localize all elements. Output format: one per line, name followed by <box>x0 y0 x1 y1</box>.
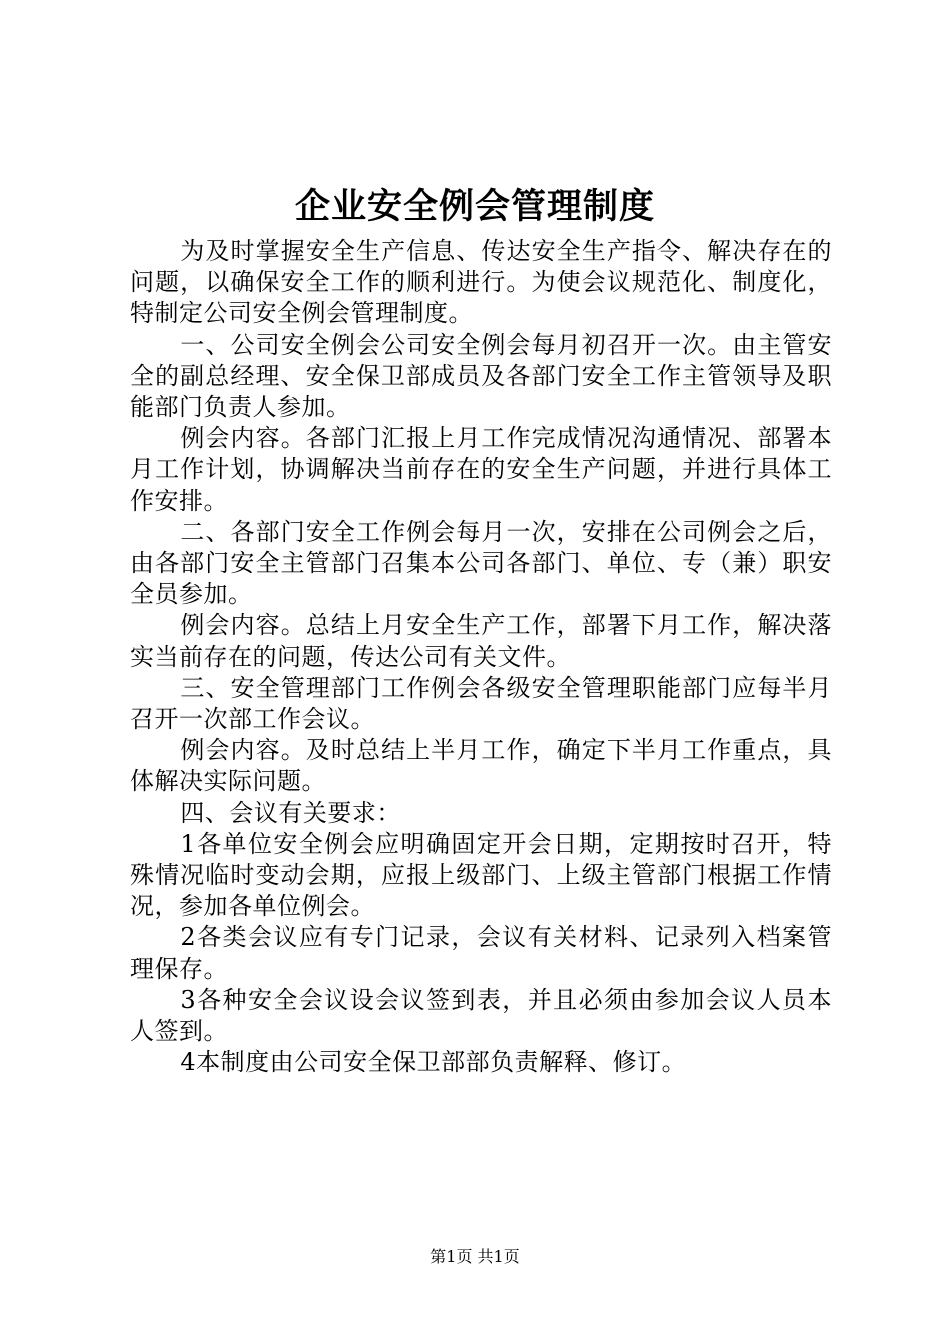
paragraph: 一、公司安全例会公司安全例会每月初召开一次。由主管安全的副总经理、安全保卫部成员及各部门安全工作主管领导及职能部门负责人参加。 <box>130 330 832 422</box>
paragraph: 四、会议有关要求： <box>180 798 401 827</box>
document-title: 企业安全例会管理制度 <box>294 186 655 227</box>
document-body <box>130 236 832 1078</box>
paragraph: 三、安全管理部门工作例会各级安全管理职能部门应每半月召开一次部工作会议。 <box>130 673 832 734</box>
page-footer: 第1页 共1页 <box>430 1247 520 1266</box>
paragraph: 4本制度由公司安全保卫部部负责解释、修订。 <box>180 1048 687 1077</box>
paragraph: 例会内容。总结上月安全生产工作，部署下月工作，解决落实当前存在的问题，传达公司有关文件。 <box>130 611 832 671</box>
paragraph: 例会内容。及时总结上半月工作，确定下半月工作重点，具体解决实际问题。 <box>130 736 832 796</box>
paragraph: 3各种安全会议设会议签到表，并且必须由参加会议人员本人签到。 <box>130 985 832 1046</box>
paragraph: 1各单位安全例会应明确固定开会日期，定期按时召开，特殊情况临时变动会期，应报上级部门、上级主管部门根据工作情况，参加各单位例会。 <box>130 829 832 921</box>
paragraph: 例会内容。各部门汇报上月工作完成情况沟通情况、部署本月工作计划，协调解决当前存在的安全生产问题，并进行具体工作安排。 <box>130 424 832 515</box>
paragraph: 2各类会议应有专门记录，会议有关材料、记录列入档案管理保存。 <box>130 923 832 983</box>
paragraph: 为及时掌握安全生产信息、传达安全生产指令、解决存在的问题，以确保安全工作的顺利进行。为使会议规范化、制度化，特制定公司安全例会管理制度。 <box>130 237 832 328</box>
paragraph: 二、各部门安全工作例会每月一次，安排在公司例会之后，由各部门安全主管部门召集本公司各部门、单位、专（兼）职安全员参加。 <box>130 517 832 609</box>
